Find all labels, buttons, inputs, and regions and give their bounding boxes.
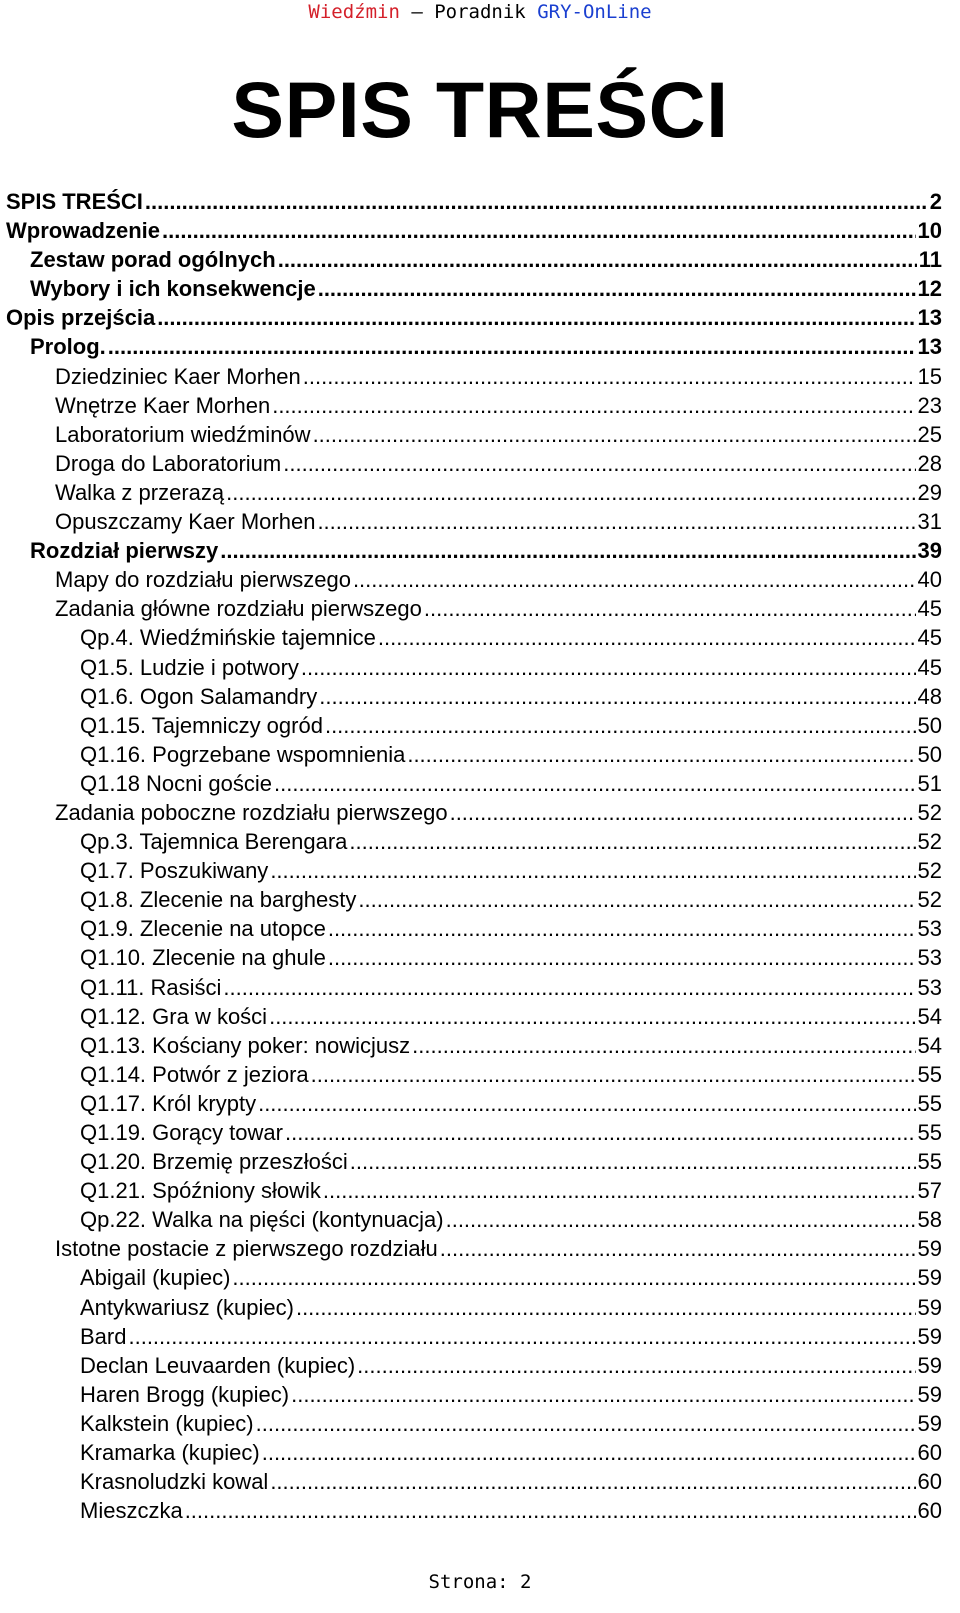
toc-entry-label: Wnętrze Kaer Morhen xyxy=(55,392,271,418)
toc-dot-leader xyxy=(270,856,915,885)
header-publisher: GRY-OnLine xyxy=(537,1,652,23)
toc-dot-leader xyxy=(450,798,916,827)
toc-entry-label: Zestaw porad ogólnych xyxy=(30,247,276,273)
toc-dot-leader xyxy=(285,1118,916,1147)
toc-entry-page-number: 25 xyxy=(917,421,942,447)
toc-dot-leader xyxy=(270,1467,915,1496)
toc-entry-page-number: 29 xyxy=(917,479,942,505)
toc-dot-leader xyxy=(145,187,928,216)
toc-entry-page-number: 13 xyxy=(917,305,942,331)
toc-entry-label: Q1.18 Nocni goście xyxy=(80,770,272,796)
toc-entry[interactable] xyxy=(6,594,942,623)
toc-entry[interactable] xyxy=(6,449,942,478)
toc-entry-page-number: 59 xyxy=(917,1410,942,1436)
toc-entry-page-number: 54 xyxy=(917,1032,942,1058)
toc-entry-label: Q1.15. Tajemniczy ogród xyxy=(80,712,323,738)
toc-dot-leader xyxy=(353,565,916,594)
toc-entry[interactable] xyxy=(6,914,942,943)
header-game-title: Wiedźmin xyxy=(308,1,400,23)
toc-entry[interactable] xyxy=(6,391,942,420)
toc-dot-leader xyxy=(232,1263,915,1292)
toc-dot-leader xyxy=(357,1351,915,1380)
toc-dot-leader xyxy=(358,885,915,914)
toc-dot-leader xyxy=(226,478,915,507)
toc-entry[interactable] xyxy=(6,1205,942,1234)
toc-entry-page-number: 57 xyxy=(917,1178,942,1204)
toc-dot-leader xyxy=(313,420,916,449)
toc-dot-leader xyxy=(269,1002,915,1031)
toc-entry-page-number: 10 xyxy=(917,218,942,244)
toc-entry-page-number: 12 xyxy=(917,276,942,302)
toc-entry-page-number: 60 xyxy=(917,1440,942,1466)
toc-entry[interactable] xyxy=(6,332,942,361)
toc-entry[interactable] xyxy=(6,1002,942,1031)
toc-entry[interactable] xyxy=(6,362,942,391)
toc-dot-leader xyxy=(185,1496,916,1525)
toc-dot-leader xyxy=(424,594,916,623)
toc-dot-leader xyxy=(256,1409,916,1438)
toc-entry-page-number: 53 xyxy=(917,916,942,942)
toc-entry-page-number: 55 xyxy=(917,1120,942,1145)
toc-entry-label: Q1.7. Poszukiwany xyxy=(80,858,269,884)
toc-entry[interactable] xyxy=(6,303,942,332)
toc-entry[interactable] xyxy=(6,1380,942,1409)
toc-entry-page-number: 50 xyxy=(917,712,942,738)
toc-entry[interactable] xyxy=(6,1322,942,1351)
toc-entry-page-number: 60 xyxy=(917,1469,942,1495)
toc-dot-leader xyxy=(412,1031,915,1060)
toc-dot-leader xyxy=(223,973,915,1002)
toc-entry-page-number: 59 xyxy=(917,1381,942,1407)
toc-entry-page-number: 39 xyxy=(917,538,942,564)
toc-entry[interactable] xyxy=(6,1031,942,1060)
toc-entry[interactable] xyxy=(6,827,942,856)
toc-entry[interactable] xyxy=(6,536,942,565)
toc-entry-page-number: 52 xyxy=(917,799,942,825)
toc-dot-leader xyxy=(328,943,916,972)
toc-entry[interactable] xyxy=(6,682,942,711)
toc-entry[interactable] xyxy=(6,187,942,216)
header-separator: – Poradnik xyxy=(399,1,538,23)
toc-entry-page-number: 55 xyxy=(917,1090,942,1116)
toc-entry-label: Q1.21. Spóźniony słowik xyxy=(80,1178,321,1204)
toc-entry-label: Wybory i ich konsekwencje xyxy=(30,276,316,302)
toc-entry-page-number: 52 xyxy=(917,829,942,855)
toc-entry-label: Q1.19. Gorący towar xyxy=(80,1120,283,1145)
toc-entry-page-number: 13 xyxy=(917,334,942,360)
toc-entry[interactable] xyxy=(6,856,942,885)
toc-entry[interactable] xyxy=(6,1060,942,1089)
toc-entry-label: Kalkstein (kupiec) xyxy=(80,1410,254,1436)
toc-dot-leader xyxy=(157,303,915,332)
toc-dot-leader xyxy=(407,740,915,769)
toc-dot-leader xyxy=(311,1060,916,1089)
toc-entry-page-number: 59 xyxy=(917,1323,942,1349)
toc-entry-label: Walka z przerazą xyxy=(55,479,225,505)
toc-entry-page-number: 59 xyxy=(917,1236,942,1262)
toc-entry[interactable] xyxy=(6,798,942,827)
toc-entry-label: Qp.3. Tajemnica Berengara xyxy=(80,829,348,855)
toc-entry-label: Q1.12. Gra w kości xyxy=(80,1003,268,1029)
toc-entry-page-number: 58 xyxy=(917,1207,942,1233)
toc-entry-label: Mapy do rozdziału pierwszego xyxy=(55,567,351,593)
table-of-contents xyxy=(6,187,942,1525)
toc-entry[interactable] xyxy=(6,1234,942,1263)
toc-entry-label: Istotne postacie z pierwszego rozdziału xyxy=(55,1236,438,1262)
toc-dot-leader xyxy=(283,449,915,478)
toc-dot-leader xyxy=(328,914,916,943)
toc-entry-page-number: 45 xyxy=(917,596,942,622)
page-header xyxy=(0,0,960,24)
toc-entry[interactable] xyxy=(6,274,942,303)
toc-entry-page-number: 2 xyxy=(929,189,942,214)
toc-entry-page-number: 60 xyxy=(917,1498,942,1524)
toc-dot-leader xyxy=(291,1380,915,1409)
toc-entry-label: Krasnoludzki kowal xyxy=(80,1469,269,1495)
toc-entry-page-number: 54 xyxy=(917,1003,942,1029)
toc-entry[interactable] xyxy=(6,1496,942,1525)
page-footer: Strona: 2 xyxy=(428,1571,532,1593)
toc-dot-leader xyxy=(128,1322,915,1351)
toc-entry[interactable] xyxy=(6,565,942,594)
toc-dot-leader xyxy=(272,391,915,420)
toc-entry-label: Haren Brogg (kupiec) xyxy=(80,1381,290,1407)
toc-dot-leader xyxy=(317,507,915,536)
toc-entry[interactable] xyxy=(6,245,942,274)
toc-entry-label: Dziedziniec Kaer Morhen xyxy=(55,363,301,389)
toc-entry-label: Q1.13. Kościany poker: nowicjusz xyxy=(80,1032,411,1058)
page-title: SPIS TREŚCI xyxy=(231,65,729,154)
toc-entry-label: Prolog. xyxy=(30,334,106,360)
toc-dot-leader xyxy=(258,1089,915,1118)
toc-entry-page-number: 53 xyxy=(917,945,942,971)
toc-dot-leader xyxy=(323,1176,916,1205)
toc-entry-page-number: 53 xyxy=(917,974,942,1000)
toc-dot-leader xyxy=(220,536,915,565)
toc-entry-label: Qp.22. Walka na pięści (kontynuacja) xyxy=(80,1207,444,1233)
toc-entry-page-number: 51 xyxy=(917,770,942,796)
toc-entry-page-number: 15 xyxy=(917,363,942,389)
toc-entry[interactable] xyxy=(6,623,942,652)
toc-entry[interactable] xyxy=(6,653,942,682)
toc-entry-label: Rozdział pierwszy xyxy=(30,538,219,564)
toc-entry[interactable] xyxy=(6,1176,942,1205)
toc-entry-label: Opis przejścia xyxy=(6,305,156,331)
toc-entry-page-number: 59 xyxy=(917,1352,942,1378)
toc-entry-label: Declan Leuvaarden (kupiec) xyxy=(80,1352,356,1378)
toc-entry-page-number: 55 xyxy=(917,1061,942,1087)
toc-dot-leader xyxy=(301,653,916,682)
toc-dot-leader xyxy=(318,274,916,303)
toc-entry-label: Antykwariusz (kupiec) xyxy=(80,1294,294,1320)
toc-dot-leader xyxy=(349,827,915,856)
toc-entry-label: Abigail (kupiec) xyxy=(80,1265,231,1291)
toc-entry[interactable] xyxy=(6,420,942,449)
toc-entry[interactable] xyxy=(6,711,942,740)
toc-entry-page-number: 55 xyxy=(917,1149,942,1175)
toc-entry-label: Opuszczamy Kaer Morhen xyxy=(55,509,316,535)
toc-dot-leader xyxy=(440,1234,916,1263)
toc-dot-leader xyxy=(296,1293,916,1322)
toc-dot-leader xyxy=(319,682,915,711)
toc-entry-label: Q1.5. Ludzie i potwory xyxy=(80,654,299,680)
toc-dot-leader xyxy=(378,623,916,652)
toc-dot-leader xyxy=(350,1147,916,1176)
toc-dot-leader xyxy=(162,216,916,245)
toc-entry-page-number: 31 xyxy=(917,509,942,535)
toc-entry-label: Zadania główne rozdziału pierwszego xyxy=(55,596,422,622)
toc-entry[interactable] xyxy=(6,769,942,798)
toc-dot-leader xyxy=(325,711,916,740)
toc-dot-leader xyxy=(446,1205,916,1234)
toc-entry-page-number: 23 xyxy=(917,392,942,418)
toc-entry-label: Q1.16. Pogrzebane wspomnienia xyxy=(80,741,406,767)
toc-entry-page-number: 40 xyxy=(917,567,942,593)
toc-entry[interactable] xyxy=(6,885,942,914)
toc-entry-label: Q1.14. Potwór z jeziora xyxy=(80,1061,309,1087)
toc-entry[interactable] xyxy=(6,478,942,507)
toc-entry-label: Droga do Laboratorium xyxy=(55,450,282,476)
toc-dot-leader xyxy=(274,769,916,798)
toc-entry-page-number: 59 xyxy=(917,1294,942,1320)
toc-entry-page-number: 52 xyxy=(917,858,942,884)
toc-entry-page-number: 50 xyxy=(917,741,942,767)
toc-entry-label: Q1.8. Zlecenie na barghesty xyxy=(80,887,357,913)
toc-dot-leader xyxy=(278,245,917,274)
toc-entry[interactable] xyxy=(6,1089,942,1118)
toc-entry[interactable] xyxy=(6,1293,942,1322)
toc-entry-page-number: 59 xyxy=(917,1265,942,1291)
toc-entry-label: Q1.17. Król krypty xyxy=(80,1090,257,1116)
toc-entry-label: Q1.11. Rasiści xyxy=(80,974,222,1000)
toc-entry[interactable] xyxy=(6,740,942,769)
toc-entry[interactable] xyxy=(6,1467,942,1496)
toc-entry[interactable] xyxy=(6,1351,942,1380)
toc-entry-label: Q1.6. Ogon Salamandry xyxy=(80,683,318,709)
toc-entry-page-number: 11 xyxy=(918,247,942,273)
toc-entry[interactable] xyxy=(6,1438,942,1467)
toc-entry-page-number: 48 xyxy=(917,683,942,709)
toc-entry-label: Laboratorium wiedźminów xyxy=(55,421,311,447)
toc-entry-label: Kramarka (kupiec) xyxy=(80,1440,260,1466)
toc-entry[interactable] xyxy=(6,943,942,972)
toc-entry-page-number: 52 xyxy=(917,887,942,913)
toc-entry-page-number: 28 xyxy=(917,450,942,476)
toc-entry-page-number: 45 xyxy=(917,625,942,651)
toc-entry[interactable] xyxy=(6,1409,942,1438)
toc-entry-label: Mieszczka xyxy=(80,1498,183,1524)
toc-entry-label: Q1.10. Zlecenie na ghule xyxy=(80,945,326,971)
toc-entry[interactable] xyxy=(6,973,942,1002)
toc-entry[interactable] xyxy=(6,1147,942,1176)
toc-entry-label: Qp.4. Wiedźmińskie tajemnice xyxy=(80,625,376,651)
toc-entry-page-number: 45 xyxy=(917,654,942,680)
toc-entry[interactable] xyxy=(6,1118,942,1147)
toc-entry-label: Zadania poboczne rozdziału pierwszego xyxy=(55,799,448,825)
toc-entry-label: Wprowadzenie xyxy=(6,218,161,244)
toc-entry-label: Bard xyxy=(80,1323,127,1349)
toc-entry-label: SPIS TREŚCI xyxy=(6,189,143,214)
toc-entry[interactable] xyxy=(6,216,942,245)
toc-dot-leader xyxy=(262,1438,916,1467)
toc-dot-leader xyxy=(303,362,916,391)
toc-entry[interactable] xyxy=(6,507,942,536)
toc-entry-label: Q1.20. Brzemię przeszłości xyxy=(80,1149,348,1175)
toc-entry-label: Q1.9. Zlecenie na utopce xyxy=(80,916,326,942)
toc-entry[interactable] xyxy=(6,1263,942,1292)
toc-dot-leader xyxy=(108,332,916,361)
